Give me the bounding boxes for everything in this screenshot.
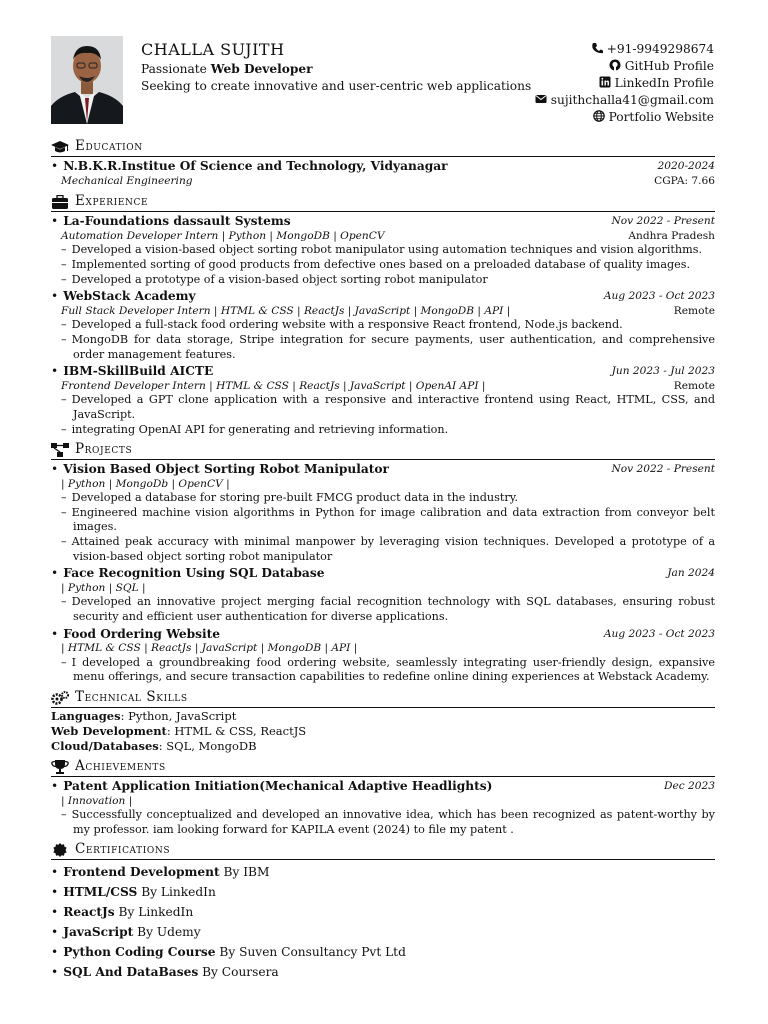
certification-issuer: By LinkedIn [141,885,216,900]
contact-text: LinkedIn Profile [614,76,714,90]
experience-dates: Jun 2023 - Jul 2023 [611,365,715,378]
candidate-name: CHALLA SUJITH [141,40,285,59]
gears-icon [51,690,69,704]
certification-name: HTML/CSS [63,885,138,900]
briefcase-icon [51,194,69,208]
skills-heading [51,688,715,708]
skill-label: Languages [51,709,121,723]
project-dates: Nov 2022 - Present [611,463,715,476]
project-point: – Developed a database for storing pre-built FMCG product data in the industry. [51,491,715,506]
projects-title: Projects [75,441,133,458]
degree: Mechanical Engineering [61,174,193,187]
certification-issuer: By Udemy [137,925,201,940]
project-name: • Food Ordering Website [51,627,220,642]
achievement-point: – Successfully conceptualized and developed an innovative idea, which has been recognized as patent-worthy by my professor. iam looking forward for KAPILA event (2024) to file my patent . [51,808,715,837]
projects-heading [51,440,715,460]
skill-label: Web Development [51,724,167,738]
experience-sub [51,304,715,319]
experience-point: – Developed a prototype of a vision-based object sorting robot manipulator [51,273,715,288]
certification-item [51,902,715,922]
certification-name: JavaScript [63,925,134,940]
experience-section [51,192,715,437]
certificate-badge-icon [51,842,69,856]
job-role: Full Stack Developer Intern | HTML & CSS | ReactJs | JavaScript | MongoDB | API | [61,304,511,317]
globe-icon [593,110,605,121]
experience-title: Experience [75,193,149,210]
trophy-icon [51,759,69,773]
project-entry-head [51,462,715,477]
summary-line: Seeking to create innovative and user-centric web applications [141,79,532,93]
certification-issuer: By Suven Consultancy Pvt Ltd [219,945,406,960]
experience-dates: Nov 2022 - Present [611,215,715,228]
certifications-title: Certifications [75,841,171,858]
experience-point: – MongoDB for data storage, Stripe integration for secure payments, user authentication, and comprehensive order management features. [51,333,715,362]
contact-item-email[interactable] [535,92,714,109]
skill-row [51,739,715,754]
contact-text: +91-9949298674 [606,42,714,56]
project-entry-head [51,566,715,581]
education-section [51,137,715,188]
linkedin-icon [599,76,611,87]
education-entry [51,159,715,188]
certification-item [51,942,715,962]
achievements-heading [51,757,715,777]
projects-list [51,462,715,685]
github-icon [609,59,621,70]
graduation-cap-icon [51,139,69,153]
contact-item-linkedin[interactable] [535,75,714,92]
certification-name: Python Coding Course [63,945,216,960]
contact-item-phone[interactable] [535,41,714,58]
project-tags: | Python | MongoDb | OpenCV | [61,477,230,490]
project-entry-head [51,627,715,642]
experience-entry [51,289,715,362]
education-sub [51,174,715,189]
cgpa: CGPA: 7.66 [654,174,715,187]
resume-header [51,36,715,128]
experience-entry-head [51,289,715,304]
company-name: • La-Foundations dassault Systems [51,214,291,229]
project-tags: | Python | SQL | [61,581,146,594]
experience-point: – Developed a GPT clone application with a responsive and interactive frontend using React, HTML, CSS, and JavaScript. [51,393,715,422]
experience-point: – Developed a vision-based object sorting robot manipulator using automation techniques and vision algorithms. [51,243,715,258]
phone-icon [591,42,603,53]
experience-sub [51,379,715,394]
certification-name: SQL And DataBases [63,965,199,980]
achievement-entry [51,779,715,837]
contact-item-github[interactable] [535,58,714,75]
project-point: – I developed a groundbreaking food ordering website, seamlessly integrating user-friendly design, expansive menu offerings, and secure transaction capabilities to redefine online dining experiences at Webstack Academy. [51,656,715,685]
project-dates: Aug 2023 - Oct 2023 [603,627,715,640]
tagline-role: Web Developer [210,62,313,76]
experience-entry-head [51,364,715,379]
project-entry [51,627,715,685]
skills-title: Technical Skills [75,689,188,705]
job-location: Remote [673,379,715,392]
project-entry [51,566,715,624]
project-point: – Attained peak accuracy with minimal manpower by leveraging vision techniques. Developed a prototype of a vision-based object sorting robot manipulator [51,535,715,564]
institution-name: • N.B.K.R.Institue Of Science and Technology, Vidyanagar [51,159,448,174]
certification-item [51,962,715,982]
education-title: Education [75,138,143,154]
skill-sep: : [166,724,175,738]
project-diagram-icon [51,442,69,456]
project-tags: | HTML & CSS | ReactJs | JavaScript | MongoDB | API | [61,642,358,655]
project-entry [51,462,715,564]
certification-issuer: By Coursera [202,965,279,980]
certification-name: Frontend Development [63,865,220,880]
header-text [141,39,531,95]
achievement-dates: Dec 2023 [663,780,715,792]
skill-row [51,724,715,739]
contact-text: sujithchalla41@gmail.com [550,93,714,107]
skill-row [51,709,715,724]
project-point: – Developed an innovative project merging facial recognition technology with SQL databases, ensuring robust security and efficient user authentication for diverse applications. [51,595,715,624]
skills-list [51,708,715,754]
certification-item [51,862,715,882]
profile-photo [51,36,123,124]
experience-list [51,214,715,437]
certifications-list [51,860,715,982]
company-name: • WebStack Academy [51,289,196,304]
certifications-heading [51,840,715,860]
certification-item [51,922,715,942]
projects-section [51,440,715,685]
tagline: Passionate Web Developer [141,62,313,76]
project-dates: Jan 2024 [667,567,715,580]
skill-label: Cloud/Databases [51,739,159,753]
experience-point: – Developed a full-stack food ordering website with a responsive React frontend, Node.js backend. [51,318,715,333]
email-icon [535,93,547,104]
job-role: Automation Developer Intern | Python | MongoDB | OpenCV [61,229,385,242]
achievements-title: Achievements [75,758,166,774]
achievements-section [51,757,715,837]
experience-point: – Implemented sorting of good products from defective ones based on a preloaded database of quality images. [51,258,715,273]
experience-entry-head [51,214,715,229]
project-name: • Face Recognition Using SQL Database [51,566,324,581]
contact-item-globe[interactable] [535,109,714,126]
skill-value: HTML & CSS, ReactJS [174,724,307,738]
skill-value: SQL, MongoDB [166,739,257,753]
job-location: Remote [673,304,715,317]
education-dates: 2020-2024 [657,160,715,172]
experience-heading [51,192,715,212]
project-point: – Engineered machine vision algorithms in Python for image calibration and data extraction from conveyor belt images. [51,506,715,535]
resume-page [51,36,715,982]
skill-sep: : [120,709,129,723]
certification-issuer: By LinkedIn [118,905,194,920]
job-role: Frontend Developer Intern | HTML & CSS | ReactJs | JavaScript | OpenAI API | [61,379,486,392]
achievement-tags: | Innovation | [61,794,133,807]
certification-issuer: By IBM [223,865,270,880]
achievements-list [51,779,715,837]
project-name: • Vision Based Object Sorting Robot Manipulator [51,462,389,477]
education-heading [51,137,715,157]
achievement-entry-head [51,779,715,794]
contact-text: Portfolio Website [608,110,714,124]
experience-dates: Aug 2023 - Oct 2023 [603,290,715,303]
certification-item [51,882,715,902]
company-name: • IBM-SkillBuild AICTE [51,364,213,379]
achievement-name: • Patent Application Initiation(Mechanical Adaptive Headlights) [51,779,492,794]
experience-entry [51,214,715,287]
job-location: Andhra Pradesh [628,229,715,242]
certifications-section [51,840,715,982]
experience-entry [51,364,715,437]
certification-name: ReactJs [63,905,115,920]
skill-value: Python, JavaScript [128,709,237,723]
education-entry-head [51,159,715,174]
skills-section [51,688,715,754]
skill-sep: : [158,739,167,753]
contact-list [535,41,714,126]
education-list [51,159,715,188]
contact-text: GitHub Profile [624,59,714,73]
experience-sub [51,229,715,244]
experience-point: – integrating OpenAI API for generating and retrieving information. [51,423,715,438]
